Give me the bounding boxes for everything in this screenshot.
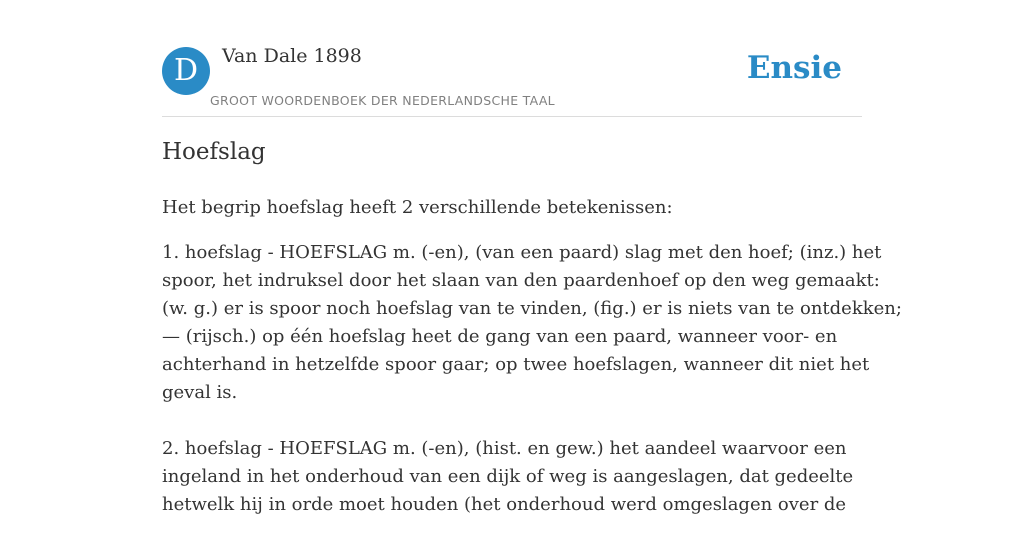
source-logo[interactable]: D [162, 47, 210, 95]
source-subtitle: GROOT WOORDENBOEK DER NEDERLANDSCHE TAAL [210, 93, 555, 108]
definition-line: (w. g.) er is spoor noch hoefslag van te vinden, (fig.) er is niets van te ontdekken; [162, 298, 902, 319]
definition-1 [162, 239, 902, 407]
source-title[interactable]: Van Dale 1898 [222, 45, 362, 67]
definition-line: achterhand in hetzelfde spoor gaar; op twee hoefslagen, wanneer dit niet het [162, 354, 870, 375]
definition-2 [162, 435, 862, 519]
definition-line: 1. hoefslag - HOEFSLAG m. (-en), (van een paard) slag met den hoef; (inz.) het [162, 242, 882, 263]
header [162, 0, 862, 117]
definition-line: geval is. [162, 382, 238, 403]
definition-line: ingeland in het onderhoud van een dijk of weg is aangeslagen, dat gedeelte [162, 466, 854, 487]
definition-line: — (rijsch.) op één hoefslag heet de gang van een paard, wanneer voor- en [162, 326, 838, 347]
definition-line: 2. hoefslag - HOEFSLAG m. (-en), (hist. en gew.) het aandeel waarvoor een [162, 438, 847, 459]
definitions-list [162, 239, 902, 547]
definition-line: hetwelk hij in orde moet houden (het onderhoud werd omgeslagen over de [162, 494, 847, 515]
definition-line: spoor, het indruksel door het slaan van den paardenhoef op den weg gemaakt: [162, 270, 880, 291]
brand-logo[interactable]: Ensie [746, 50, 842, 86]
intro-text: Het begrip hoefslag heeft 2 verschillende betekenissen: [162, 197, 673, 218]
page-title: Hoefslag [162, 139, 266, 165]
page [162, 0, 902, 515]
